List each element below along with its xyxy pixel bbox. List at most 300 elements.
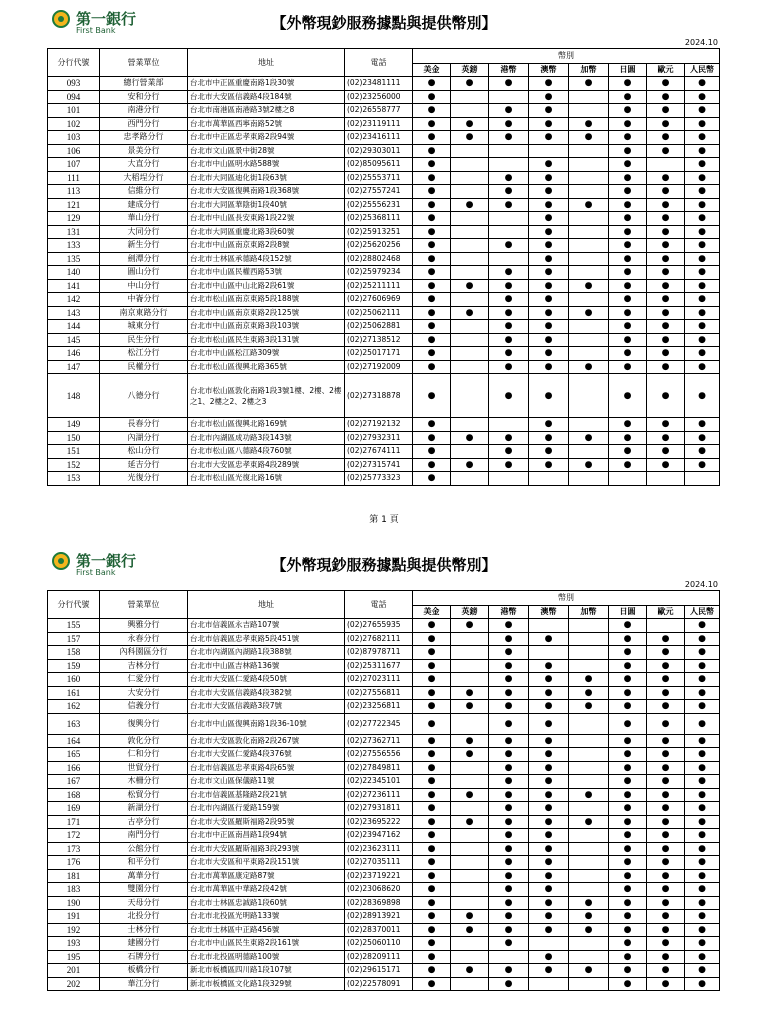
branch-phone: (02)25556231 (345, 198, 413, 212)
branch-code: 201 (48, 964, 100, 978)
currency-available-mark: ● (685, 883, 720, 897)
header-currency: 英鎊 (451, 606, 489, 619)
branch-address: 台北市萬華區康定路87號 (188, 869, 345, 883)
branch-address: 台北市北投區明德路100號 (188, 950, 345, 964)
currency-available-mark: ● (609, 333, 647, 347)
currency-available-mark (569, 883, 609, 897)
currency-available-mark (529, 937, 569, 951)
branch-code: 101 (48, 104, 100, 118)
currency-available-mark: ● (569, 198, 609, 212)
branch-phone: (02)25017171 (345, 347, 413, 361)
currency-available-mark: ● (413, 775, 451, 789)
currency-available-mark: ● (413, 171, 451, 185)
currency-available-mark: ● (609, 185, 647, 199)
currency-available-mark: ● (609, 646, 647, 660)
branch-name: 總行營業部 (100, 77, 188, 91)
currency-available-mark: ● (489, 923, 529, 937)
currency-available-mark: ● (647, 646, 685, 660)
branch-name: 圓山分行 (100, 266, 188, 280)
table-row (48, 910, 720, 924)
currency-available-mark (451, 842, 489, 856)
branch-name: 士林分行 (100, 923, 188, 937)
currency-available-mark: ● (413, 225, 451, 239)
branch-name: 民權分行 (100, 360, 188, 374)
currency-available-mark: ● (685, 131, 720, 145)
branch-code: 169 (48, 802, 100, 816)
currency-available-mark: ● (609, 445, 647, 459)
header-currency: 美金 (413, 606, 451, 619)
branch-phone: (02)27556556 (345, 748, 413, 762)
currency-available-mark (489, 212, 529, 226)
currency-available-mark: ● (685, 619, 720, 633)
currency-available-mark: ● (569, 700, 609, 714)
currency-available-mark: ● (451, 815, 489, 829)
currency-available-mark: ● (609, 788, 647, 802)
currency-available-mark: ● (489, 686, 529, 700)
branch-address: 台北市松山區光復北路16號 (188, 472, 345, 486)
currency-available-mark: ● (685, 360, 720, 374)
currency-available-mark: ● (413, 815, 451, 829)
currency-available-mark: ● (529, 673, 569, 687)
currency-available-mark: ● (609, 347, 647, 361)
table-row (48, 619, 720, 633)
currency-available-mark (569, 775, 609, 789)
branch-address: 台北市信義區永吉路107號 (188, 619, 345, 633)
branch-name: 新湖分行 (100, 802, 188, 816)
currency-available-mark (451, 266, 489, 280)
branch-phone: (02)27682111 (345, 632, 413, 646)
branch-phone: (02)27318878 (345, 374, 413, 418)
currency-available-mark: ● (647, 239, 685, 253)
currency-available-mark: ● (685, 347, 720, 361)
branch-address: 台北市中山區長安東路1段22號 (188, 212, 345, 226)
branch-name: 內科園區分行 (100, 646, 188, 660)
branch-name: 南京東路分行 (100, 306, 188, 320)
currency-available-mark: ● (609, 802, 647, 816)
branch-address: 台北市中山區民權西路53號 (188, 266, 345, 280)
currency-available-mark: ● (489, 279, 529, 293)
branch-name: 華山分行 (100, 212, 188, 226)
currency-available-mark: ● (609, 632, 647, 646)
currency-available-mark: ● (413, 700, 451, 714)
currency-available-mark: ● (413, 445, 451, 459)
currency-available-mark: ● (489, 117, 529, 131)
currency-available-mark: ● (529, 185, 569, 199)
branch-code: 135 (48, 252, 100, 266)
branch-code: 160 (48, 673, 100, 687)
header-currency-group: 幣別 (413, 49, 720, 64)
branch-name: 南港分行 (100, 104, 188, 118)
branch-code: 173 (48, 842, 100, 856)
currency-available-mark: ● (609, 360, 647, 374)
currency-available-mark (451, 293, 489, 307)
table-row (48, 964, 720, 978)
table-row (48, 104, 720, 118)
currency-available-mark: ● (685, 775, 720, 789)
branch-address: 新北市板橋區文化路1段329號 (188, 977, 345, 991)
branch-name: 萬華分行 (100, 869, 188, 883)
currency-available-mark: ● (529, 198, 569, 212)
currency-available-mark: ● (609, 77, 647, 91)
currency-available-mark: ● (609, 266, 647, 280)
currency-available-mark: ● (647, 77, 685, 91)
branch-code: 164 (48, 734, 100, 748)
branch-phone: (02)27932311 (345, 431, 413, 445)
currency-available-mark: ● (685, 320, 720, 334)
currency-available-mark: ● (685, 77, 720, 91)
branch-phone: (02)25553711 (345, 171, 413, 185)
currency-available-mark: ● (451, 117, 489, 131)
currency-available-mark: ● (609, 225, 647, 239)
currency-available-mark: ● (569, 964, 609, 978)
currency-available-mark: ● (647, 802, 685, 816)
currency-available-mark: ● (489, 333, 529, 347)
currency-available-mark: ● (647, 320, 685, 334)
currency-available-mark: ● (489, 171, 529, 185)
currency-available-mark: ● (647, 923, 685, 937)
currency-available-mark (569, 632, 609, 646)
currency-available-mark (569, 185, 609, 199)
currency-available-mark: ● (685, 117, 720, 131)
currency-available-mark: ● (609, 212, 647, 226)
currency-available-mark: ● (413, 829, 451, 843)
currency-available-mark: ● (413, 266, 451, 280)
currency-available-mark: ● (489, 185, 529, 199)
currency-available-mark (569, 646, 609, 660)
currency-available-mark: ● (609, 937, 647, 951)
branch-name: 延吉分行 (100, 458, 188, 472)
currency-available-mark: ● (685, 279, 720, 293)
currency-available-mark: ● (489, 964, 529, 978)
branch-name: 大稻埕分行 (100, 171, 188, 185)
currency-available-mark (569, 937, 609, 951)
currency-available-mark: ● (413, 90, 451, 104)
branch-name: 劍潭分行 (100, 252, 188, 266)
currency-available-mark: ● (685, 90, 720, 104)
table-row (48, 788, 720, 802)
branch-code: 103 (48, 131, 100, 145)
branch-name: 永春分行 (100, 632, 188, 646)
header-address: 地址 (188, 49, 345, 77)
currency-available-mark (451, 883, 489, 897)
currency-available-mark: ● (529, 131, 569, 145)
branch-name: 松山分行 (100, 445, 188, 459)
currency-available-mark (451, 761, 489, 775)
branch-name: 長春分行 (100, 418, 188, 432)
branch-address: 台北市內湖區行愛路159號 (188, 802, 345, 816)
branch-phone: (02)27138512 (345, 333, 413, 347)
currency-available-mark: ● (609, 619, 647, 633)
currency-available-mark: ● (685, 673, 720, 687)
branch-address: 台北市信義區基隆路2段21號 (188, 788, 345, 802)
currency-available-mark: ● (569, 686, 609, 700)
table-row (48, 445, 720, 459)
currency-available-mark: ● (413, 144, 451, 158)
table-row (48, 802, 720, 816)
currency-available-mark: ● (685, 239, 720, 253)
branch-table (47, 590, 720, 991)
currency-available-mark (451, 144, 489, 158)
branch-address: 台北市中山區吉林路136號 (188, 659, 345, 673)
currency-available-mark: ● (647, 761, 685, 775)
currency-available-mark (569, 977, 609, 991)
branch-address: 台北市內湖區成功路3段143號 (188, 431, 345, 445)
branch-address: 台北市南港區南港路3號2樓之8 (188, 104, 345, 118)
branch-name: 木柵分行 (100, 775, 188, 789)
currency-available-mark: ● (413, 320, 451, 334)
currency-available-mark: ● (413, 472, 451, 486)
currency-available-mark: ● (413, 418, 451, 432)
currency-available-mark: ● (685, 734, 720, 748)
currency-available-mark: ● (647, 171, 685, 185)
currency-available-mark (529, 646, 569, 660)
table-row (48, 306, 720, 320)
table-row (48, 700, 720, 714)
branch-name: 和平分行 (100, 856, 188, 870)
branch-name: 光復分行 (100, 472, 188, 486)
currency-available-mark: ● (529, 659, 569, 673)
currency-available-mark: ● (569, 458, 609, 472)
currency-available-mark: ● (685, 431, 720, 445)
branch-code: 171 (48, 815, 100, 829)
header-currency: 港幣 (489, 64, 529, 77)
currency-available-mark: ● (413, 458, 451, 472)
currency-available-mark (647, 472, 685, 486)
currency-available-mark (489, 90, 529, 104)
currency-available-mark: ● (647, 131, 685, 145)
branch-name: 信維分行 (100, 185, 188, 199)
branch-code: 106 (48, 144, 100, 158)
branch-phone: (02)25620256 (345, 239, 413, 253)
branch-address: 台北市松山區八德路4段760號 (188, 445, 345, 459)
page-number: 第 1 頁 (369, 515, 399, 525)
currency-available-mark: ● (647, 896, 685, 910)
currency-available-mark: ● (489, 104, 529, 118)
branch-code: 149 (48, 418, 100, 432)
currency-available-mark: ● (529, 842, 569, 856)
branch-phone: (02)28802468 (345, 252, 413, 266)
currency-available-mark (569, 619, 609, 633)
branch-code: 107 (48, 158, 100, 172)
header-currency: 港幣 (489, 606, 529, 619)
currency-available-mark: ● (609, 90, 647, 104)
currency-available-mark: ● (529, 212, 569, 226)
branch-code: 158 (48, 646, 100, 660)
table-row (48, 815, 720, 829)
branch-code: 176 (48, 856, 100, 870)
currency-available-mark: ● (489, 320, 529, 334)
currency-available-mark: ● (413, 802, 451, 816)
branch-name: 南門分行 (100, 829, 188, 843)
header-unit: 營業單位 (100, 591, 188, 619)
branch-name: 北投分行 (100, 910, 188, 924)
currency-available-mark (451, 673, 489, 687)
branch-name: 大直分行 (100, 158, 188, 172)
currency-available-mark (569, 472, 609, 486)
currency-available-mark (489, 418, 529, 432)
branch-address: 台北市松山區南京東路5段188號 (188, 293, 345, 307)
currency-available-mark: ● (647, 333, 685, 347)
currency-available-mark: ● (529, 700, 569, 714)
currency-available-mark: ● (685, 950, 720, 964)
currency-available-mark (569, 374, 609, 418)
branch-address: 台北市中山區南京東路3段103號 (188, 320, 345, 334)
currency-available-mark (489, 472, 529, 486)
currency-available-mark: ● (529, 802, 569, 816)
currency-available-mark: ● (685, 802, 720, 816)
currency-available-mark: ● (647, 90, 685, 104)
table-row (48, 374, 720, 418)
currency-available-mark: ● (451, 131, 489, 145)
currency-available-mark (569, 950, 609, 964)
branch-address: 台北市大安區敦化南路2段267號 (188, 734, 345, 748)
currency-available-mark: ● (685, 964, 720, 978)
branch-code: 166 (48, 761, 100, 775)
currency-available-mark: ● (413, 842, 451, 856)
currency-available-mark: ● (685, 923, 720, 937)
branch-code: 131 (48, 225, 100, 239)
currency-available-mark (569, 856, 609, 870)
currency-available-mark: ● (529, 964, 569, 978)
branch-phone: (02)27315741 (345, 458, 413, 472)
currency-available-mark: ● (529, 104, 569, 118)
currency-available-mark: ● (413, 923, 451, 937)
currency-available-mark: ● (529, 279, 569, 293)
currency-available-mark: ● (685, 646, 720, 660)
currency-available-mark: ● (569, 923, 609, 937)
table-row (48, 418, 720, 432)
branch-address: 台北市中山區南京東路2段125號 (188, 306, 345, 320)
currency-available-mark: ● (489, 700, 529, 714)
currency-available-mark: ● (451, 910, 489, 924)
branch-phone: (02)23256000 (345, 90, 413, 104)
branch-code: 102 (48, 117, 100, 131)
currency-available-mark: ● (609, 686, 647, 700)
currency-available-mark: ● (647, 279, 685, 293)
currency-available-mark: ● (685, 445, 720, 459)
table-row (48, 431, 720, 445)
branch-phone: (02)27035111 (345, 856, 413, 870)
currency-available-mark (451, 937, 489, 951)
currency-available-mark: ● (647, 360, 685, 374)
branch-address: 台北市大安區忠孝東路4段289號 (188, 458, 345, 472)
logo-english-name: First Bank (76, 26, 116, 35)
branch-phone: (02)23068620 (345, 883, 413, 897)
currency-available-mark: ● (647, 883, 685, 897)
currency-available-mark: ● (609, 374, 647, 418)
currency-available-mark (451, 90, 489, 104)
header-phone: 電話 (345, 49, 413, 77)
currency-available-mark: ● (529, 923, 569, 937)
currency-available-mark: ● (489, 775, 529, 789)
currency-available-mark: ● (569, 360, 609, 374)
branch-code: 167 (48, 775, 100, 789)
currency-available-mark: ● (685, 815, 720, 829)
currency-available-mark: ● (647, 293, 685, 307)
branch-address: 台北市文山區景中街28號 (188, 144, 345, 158)
report-date: 2024.10 (684, 38, 718, 47)
branch-code: 141 (48, 279, 100, 293)
branch-phone: (02)28209111 (345, 950, 413, 964)
currency-available-mark: ● (647, 418, 685, 432)
currency-available-mark: ● (569, 431, 609, 445)
currency-available-mark: ● (451, 788, 489, 802)
currency-available-mark: ● (489, 360, 529, 374)
currency-available-mark: ● (647, 266, 685, 280)
currency-available-mark: ● (685, 458, 720, 472)
branch-name: 公館分行 (100, 842, 188, 856)
currency-available-mark: ● (489, 896, 529, 910)
currency-available-mark: ● (685, 225, 720, 239)
currency-available-mark: ● (647, 252, 685, 266)
branch-address: 台北市大安區信義路4段184號 (188, 90, 345, 104)
branch-table (47, 48, 720, 486)
currency-available-mark: ● (569, 788, 609, 802)
branch-address: 台北市士林區中正路456號 (188, 923, 345, 937)
branch-phone: (02)29303011 (345, 144, 413, 158)
currency-available-mark: ● (609, 856, 647, 870)
branch-name: 新生分行 (100, 239, 188, 253)
currency-available-mark: ● (647, 185, 685, 199)
header-currency: 加幣 (569, 606, 609, 619)
currency-available-mark: ● (569, 77, 609, 91)
currency-available-mark: ● (647, 659, 685, 673)
branch-phone: (02)29615171 (345, 964, 413, 978)
currency-available-mark: ● (413, 713, 451, 734)
currency-available-mark: ● (413, 748, 451, 762)
branch-phone: (02)23623111 (345, 842, 413, 856)
currency-available-mark (451, 829, 489, 843)
currency-available-mark (451, 212, 489, 226)
currency-available-mark: ● (609, 977, 647, 991)
currency-available-mark: ● (685, 374, 720, 418)
currency-available-mark: ● (529, 266, 569, 280)
currency-available-mark: ● (685, 788, 720, 802)
page-2 (0, 542, 768, 1032)
currency-available-mark: ● (489, 856, 529, 870)
branch-phone: (02)25913251 (345, 225, 413, 239)
currency-available-mark: ● (647, 458, 685, 472)
currency-available-mark: ● (609, 131, 647, 145)
currency-available-mark: ● (647, 306, 685, 320)
branch-name: 世貿分行 (100, 761, 188, 775)
currency-available-mark: ● (413, 158, 451, 172)
branch-code: 168 (48, 788, 100, 802)
currency-available-mark: ● (413, 950, 451, 964)
currency-available-mark: ● (569, 306, 609, 320)
currency-available-mark: ● (489, 977, 529, 991)
currency-available-mark (529, 144, 569, 158)
currency-available-mark: ● (489, 374, 529, 418)
currency-available-mark: ● (685, 333, 720, 347)
currency-available-mark: ● (489, 239, 529, 253)
currency-available-mark: ● (489, 748, 529, 762)
currency-available-mark (569, 144, 609, 158)
currency-available-mark (451, 713, 489, 734)
currency-available-mark (451, 252, 489, 266)
branch-phone: (02)23481111 (345, 77, 413, 91)
currency-available-mark: ● (413, 293, 451, 307)
currency-available-mark: ● (451, 431, 489, 445)
currency-available-mark: ● (529, 171, 569, 185)
currency-available-mark (569, 659, 609, 673)
currency-available-mark: ● (413, 431, 451, 445)
currency-available-mark: ● (489, 659, 529, 673)
header-currency: 英鎊 (451, 64, 489, 77)
table-row (48, 144, 720, 158)
table-row (48, 266, 720, 280)
table-row (48, 239, 720, 253)
